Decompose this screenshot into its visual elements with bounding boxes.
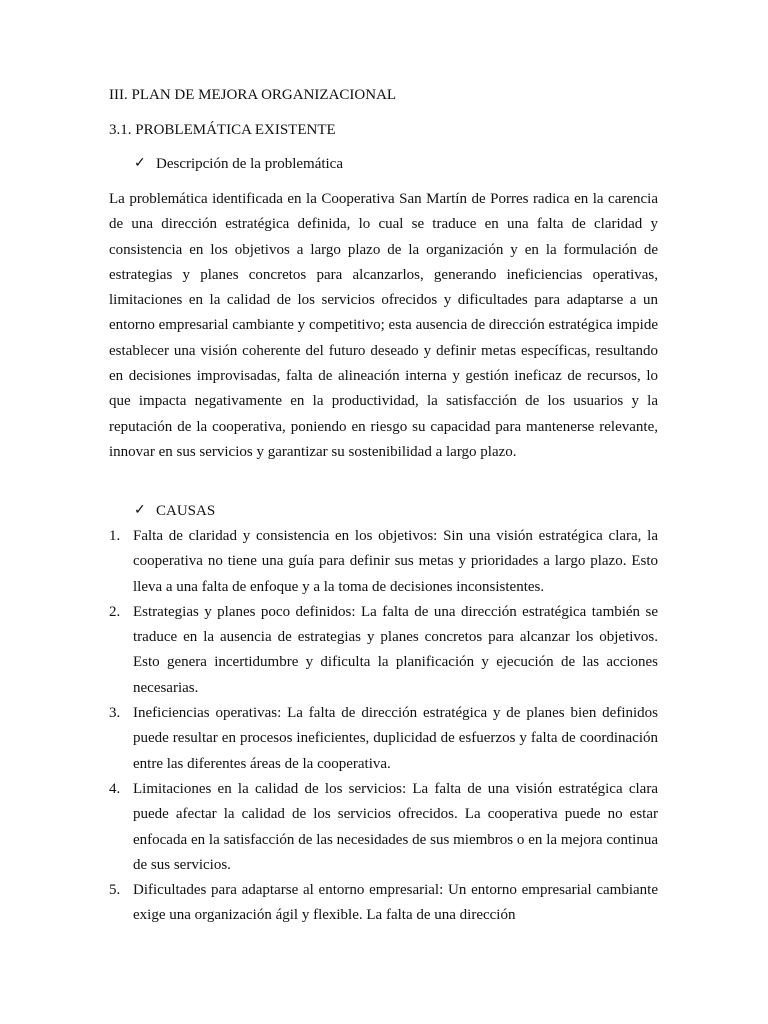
- list-item: [109, 777, 658, 878]
- description-bullet: [134, 154, 343, 174]
- causes-list: [109, 524, 658, 929]
- section-heading: III. PLAN DE MEJORA ORGANIZACIONAL: [109, 87, 397, 103]
- list-item: [109, 878, 658, 929]
- list-item-text: Limitaciones en la calidad de los servicios: La falta de una visión estratégica clara puede afectar la calidad de los servicios ofrecidos. La cooperativa puede no estar enfocada en la satisfacción de las necesidades de sus miembros o en la mejora continua de sus servicios.: [133, 780, 658, 873]
- list-item-number: 2.: [109, 603, 121, 620]
- list-item-text: Dificultades para adaptarse al entorno empresarial: Un entorno empresarial cambiante exige una organización ágil y flexible. La falta de una dirección: [133, 882, 658, 924]
- list-item-text: Ineficiencias operativas: La falta de dirección estratégica y de planes bien definidos puede resultar en procesos ineficientes, duplicidad de esfuerzos y falta de coordinación entre las diferentes áreas de la cooperativa.: [133, 705, 658, 772]
- description-bullet-label: Descripción de la problemática: [156, 156, 344, 172]
- list-item-number: 3.: [109, 705, 121, 722]
- subsection-heading: 3.1. PROBLEMÁTICA EXISTENTE: [109, 122, 336, 138]
- list-item: [109, 600, 658, 701]
- causes-bullet: [134, 501, 215, 521]
- list-item: [109, 701, 658, 777]
- description-paragraph: La problemática identificada en la Cooperativa San Martín de Porres radica en la carencia de una dirección estratégica definida, lo cual se traduce en una falta de claridad y consistencia en los objetivos a largo plazo de la organización y en la formulación de estrategias y planes concretos para alcanzarlos, generando ineficiencias operativas, limitaciones en la calidad de los servicios ofrecidos y dificultades para adaptarse a un entorno empresarial cambiante y competitivo; esta ausencia de dirección estratégica impide establecer una visión coherente del futuro deseado y definir metas específicas, resultando en decisiones improvisadas, falta de alineación interna y gestión ineficaz de recursos, lo que impacta negativamente en la productividad, la satisfacción de los usuarios y la reputación de la cooperativa, poniendo en riesgo su capacidad para mantenerse relevante, innovar en sus servicios y garantizar su sostenibilidad a largo plazo.: [109, 191, 658, 460]
- list-item-number: 1.: [109, 528, 121, 544]
- check-icon: ✓: [134, 503, 146, 518]
- causes-bullet-label: CAUSAS: [156, 503, 216, 519]
- list-item-number: 4.: [109, 780, 121, 797]
- list-item-text: Falta de claridad y consistencia en los objetivos: Sin una visión estratégica clara, la cooperativa no tiene una guía para definir sus metas y prioridades a largo plazo. Esto lleva a una falta de enfoque y a la toma de decisiones inconsistentes.: [133, 528, 658, 595]
- list-item-text: Estrategias y planes poco definidos: La falta de una dirección estratégica también se traduce en la ausencia de estrategias y planes concretos para alcanzar los objetivos. Esto genera incertidumbre y dificulta la planificación y ejecución de las acciones necesarias.: [133, 603, 658, 696]
- list-item-number: 5.: [109, 882, 121, 899]
- check-icon: ✓: [134, 156, 146, 171]
- list-item: [109, 524, 658, 600]
